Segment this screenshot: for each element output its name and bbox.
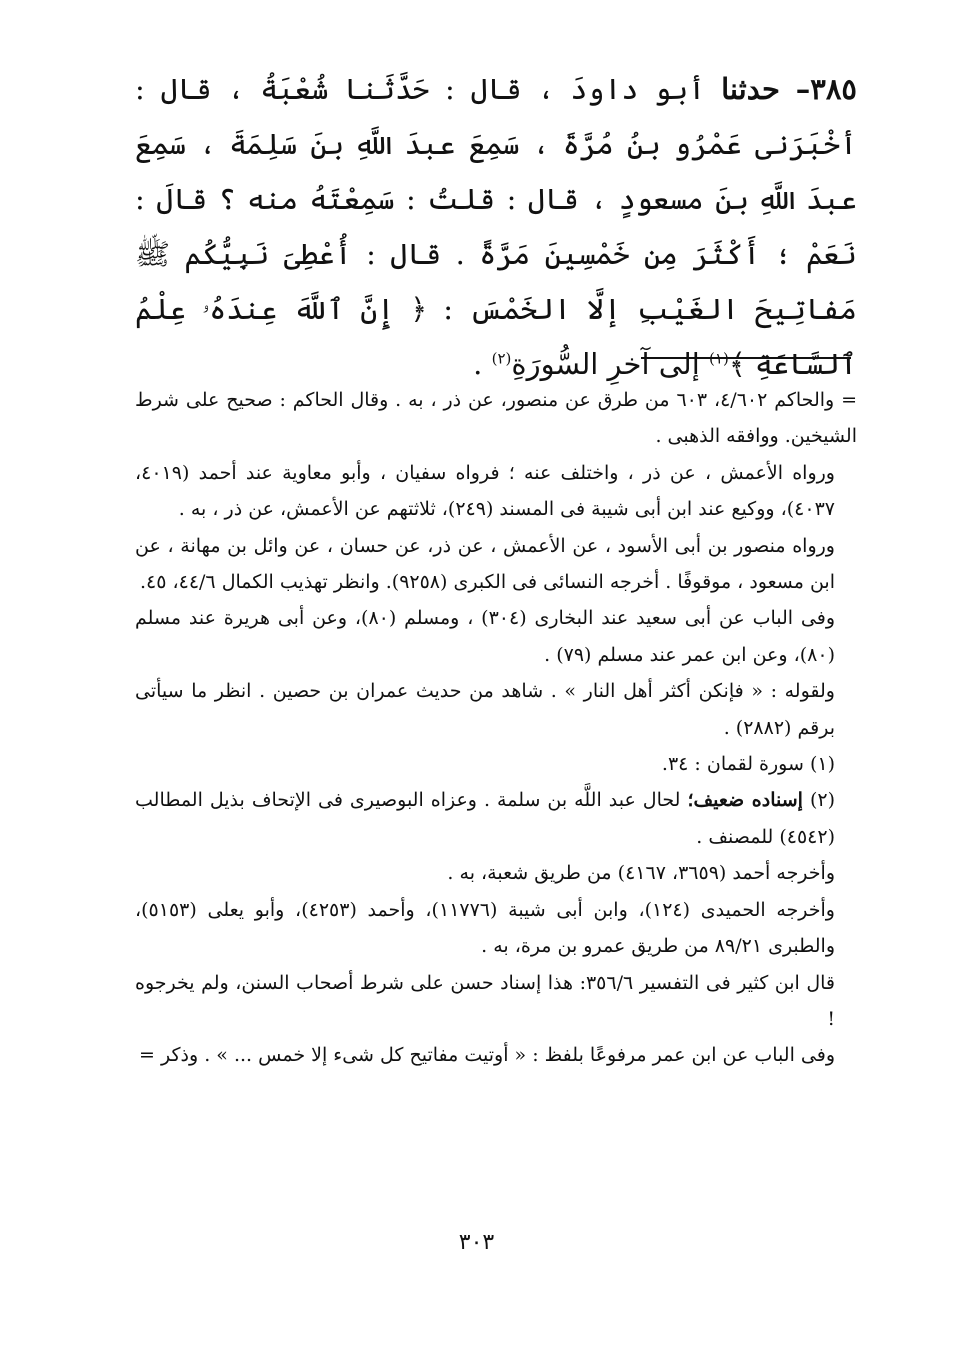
footnote-paragraph: وفى الباب عن أبى سعيد عند البخارى (٣٠٤) ، ومسلم (٨٠)، وعن أبى هريرة عند مسلم (٨٠)، وعن ابن عمر عند مسلم (٧٩) . [135, 607, 835, 666]
hadith-number: ٣٨٥– [795, 72, 857, 106]
footnotes [135, 382, 857, 1074]
footnote-paragraph: وأخرجه أحمد (٣٦٥٩، ٤١٦٧) من طريق شعبة، به . [447, 862, 835, 885]
footnote-paragraph: = والحاكم ٤/٦٠٢، ٦٠٣ من طرق عن منصور، عن ذر ، به . وقال الحاكم : صحيح على شرط الشيخين. ووافقه الذهبى . [135, 389, 857, 448]
hadith-body-end: إلى آخرِ السُّورَةِ [511, 347, 700, 381]
footnote-paragraph: ورواه منصور بن أبى الأسود ، عن الأعمش ، عن ذر، عن حسان ، عن وائل بن مهانة ، عن ابن مسعود ، موقوفًا . أخرجه النسائى فى الكبرى (٩٢٥٨). وانظر تهذيب الكمال ٤٤/٦، ٤٥. [135, 534, 835, 594]
footnote-marker-2: (٢) [491, 349, 512, 368]
footnote-paragraph: وأخرجه الحميدى (١٢٤)، وابن أبى شيبة (١١٧٧٦)، وأحمد (٤٢٥٣)، وأبو يعلى (٥١٥٣)، والطبرى ٨٩/٢١ من طريق عمرو بن مرة، به . [135, 898, 835, 958]
hadith-text [135, 62, 857, 392]
footnote-paragraph: ورواه الأعمش ، عن ذر ، واختلف عنه ؛ فرواه سفيان ، وأبو معاوية عند أحمد (٤٠١٩، ٤٠٣٧)، ووكيع عند ابن أبى شيبة فى المسند (٢٤٩)، ثلاثتهم عن الأعمش، عن ذر ، به . [135, 461, 835, 521]
footnote-paragraph: ولقوله : « فإنكن أكثر أهل النار » . شاهد من حديث عمران بن حصين . انظر ما سيأتى برقم (٢٨٨٢) . [135, 680, 835, 739]
footnote-2-text: لحال عبد اللَّه بن سلمة . وعزاه البوصيرى فى الإتحاف بذيل المطالب (٤٥٤٢) للمصنف . [135, 789, 835, 848]
footnote-separator [641, 357, 851, 359]
hadith-end-mark: . [473, 347, 483, 381]
footnote-1: (١) سورة لقمان : ٣٤. [661, 753, 835, 776]
footnote-2-number: (٢) [809, 789, 835, 812]
footnote-marker-1: (١) [709, 349, 729, 368]
hadith-body: أبو داودَ ، قال : حَدَّثَنا شُعْبَةُ ، قال : أخْبَرَنى عَمْرُو بنُ مُرَّةَ ، سَمِعَ عبدَ اللَّهِ بنَ سَلِمَةَ ، سَمِعَ عبدَ اللَّهِ بنَ مسعودٍ ، قال : قلتُ : سَمِعْتَهُ منه ؟ قالَ : نَعَمْ ؛ أَكْثَرَ مِن خَمْسِينَ مَرَّةً . قال : أُعْطِىَ نَبِيُّكُم ﷺ مَفاتِيحَ الغَيْبِ إلَّا الخَمْسَ : [135, 72, 858, 326]
footnote-paragraph: قال ابن كثير فى التفسير ٣٥٦/٦: هذا إسناد حسن على شرط أصحاب السنن، ولم يخرجوه ! [135, 971, 835, 1030]
footnote-paragraph: وفى الباب عن ابن عمر مرفوعًا بلفظ : « أوتيت مفاتيح كل شىء إلا خمس ... » . وذكر = [139, 1044, 835, 1067]
hadith-narration-label: حدثنا [721, 72, 780, 106]
page-number: ٣٠٣ [458, 1230, 495, 1255]
footnote-2 [135, 782, 857, 855]
quran-verse: ﴿ إِنَّ ٱللَّهَ عِندَهُۥ عِلْمُ ٱلسَّاعَةِ ﴾ [135, 292, 857, 381]
isnad-grading: إسناده ضعيف؛ [687, 789, 803, 812]
